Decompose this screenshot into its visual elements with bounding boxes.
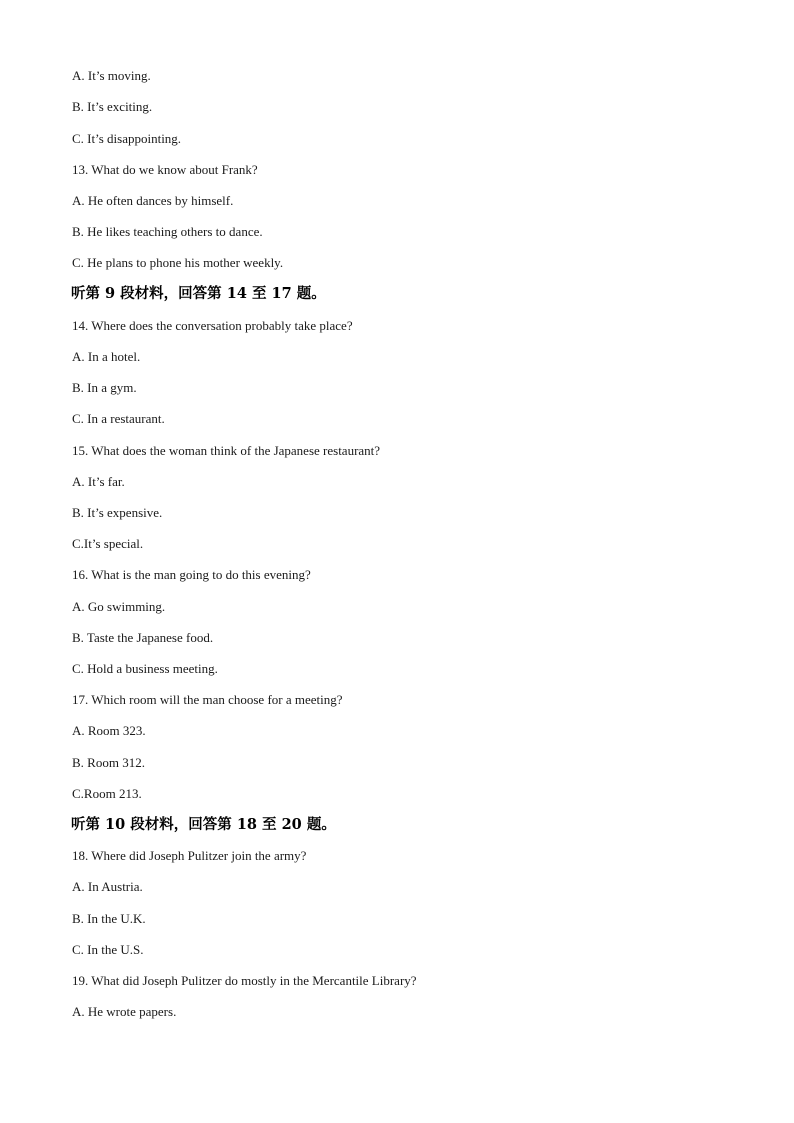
option-c-q13: C. He plans to phone his mother weekly. <box>72 255 284 270</box>
option-b-q18: B. In the U.K. <box>72 911 146 926</box>
option-a-q13: A. He often dances by himself. <box>72 193 234 208</box>
question-13: 13. What do we know about Frank? <box>72 162 258 177</box>
option-c-q16: C. Hold a business meeting. <box>72 661 218 676</box>
option-a-q16: A. Go swimming. <box>72 599 166 614</box>
question-15: 15. What does the woman think of the Japanese restaurant? <box>72 443 381 458</box>
question-16: 16. What is the man going to do this evening? <box>72 567 311 582</box>
option-a-q12: A. It’s moving. <box>72 68 151 83</box>
option-b-q16: B. Taste the Japanese food. <box>72 630 214 645</box>
option-c-q18: C. In the U.S. <box>72 942 144 957</box>
option-a-q14: A. In a hotel. <box>72 349 141 364</box>
option-c-q17: C.Room 213. <box>72 786 142 801</box>
question-17: 17. Which room will the man choose for a meeting? <box>72 692 343 707</box>
option-b-q17: B. Room 312. <box>72 755 145 770</box>
option-c-q12: C. It’s disappointing. <box>72 131 182 146</box>
option-b-q13: B. He likes teaching others to dance. <box>72 224 263 239</box>
option-a-q15: A. It’s far. <box>72 474 125 489</box>
option-c-q14: C. In a restaurant. <box>72 411 165 426</box>
option-a-q19: A. He wrote papers. <box>72 1004 177 1019</box>
question-18: 18. Where did Joseph Pulitzer join the army? <box>72 848 307 863</box>
option-a-q18: A. In Austria. <box>72 879 143 894</box>
option-c-q15: C.It’s special. <box>72 536 144 551</box>
section-heading-9: 听第 9 段材料，回答第 14 至 17 题。 <box>71 285 326 302</box>
option-b-q12: B. It’s exciting. <box>72 99 153 114</box>
option-b-q15: B. It’s expensive. <box>72 505 163 520</box>
question-19: 19. What did Joseph Pulitzer do mostly in the Mercantile Library? <box>72 973 417 988</box>
section-heading-10: 听第 10 段材料，回答第 18 至 20 题。 <box>71 816 336 833</box>
option-a-q17: A. Room 323. <box>72 723 146 738</box>
option-b-q14: B. In a gym. <box>72 380 137 395</box>
question-14: 14. Where does the conversation probably take place? <box>72 318 353 333</box>
